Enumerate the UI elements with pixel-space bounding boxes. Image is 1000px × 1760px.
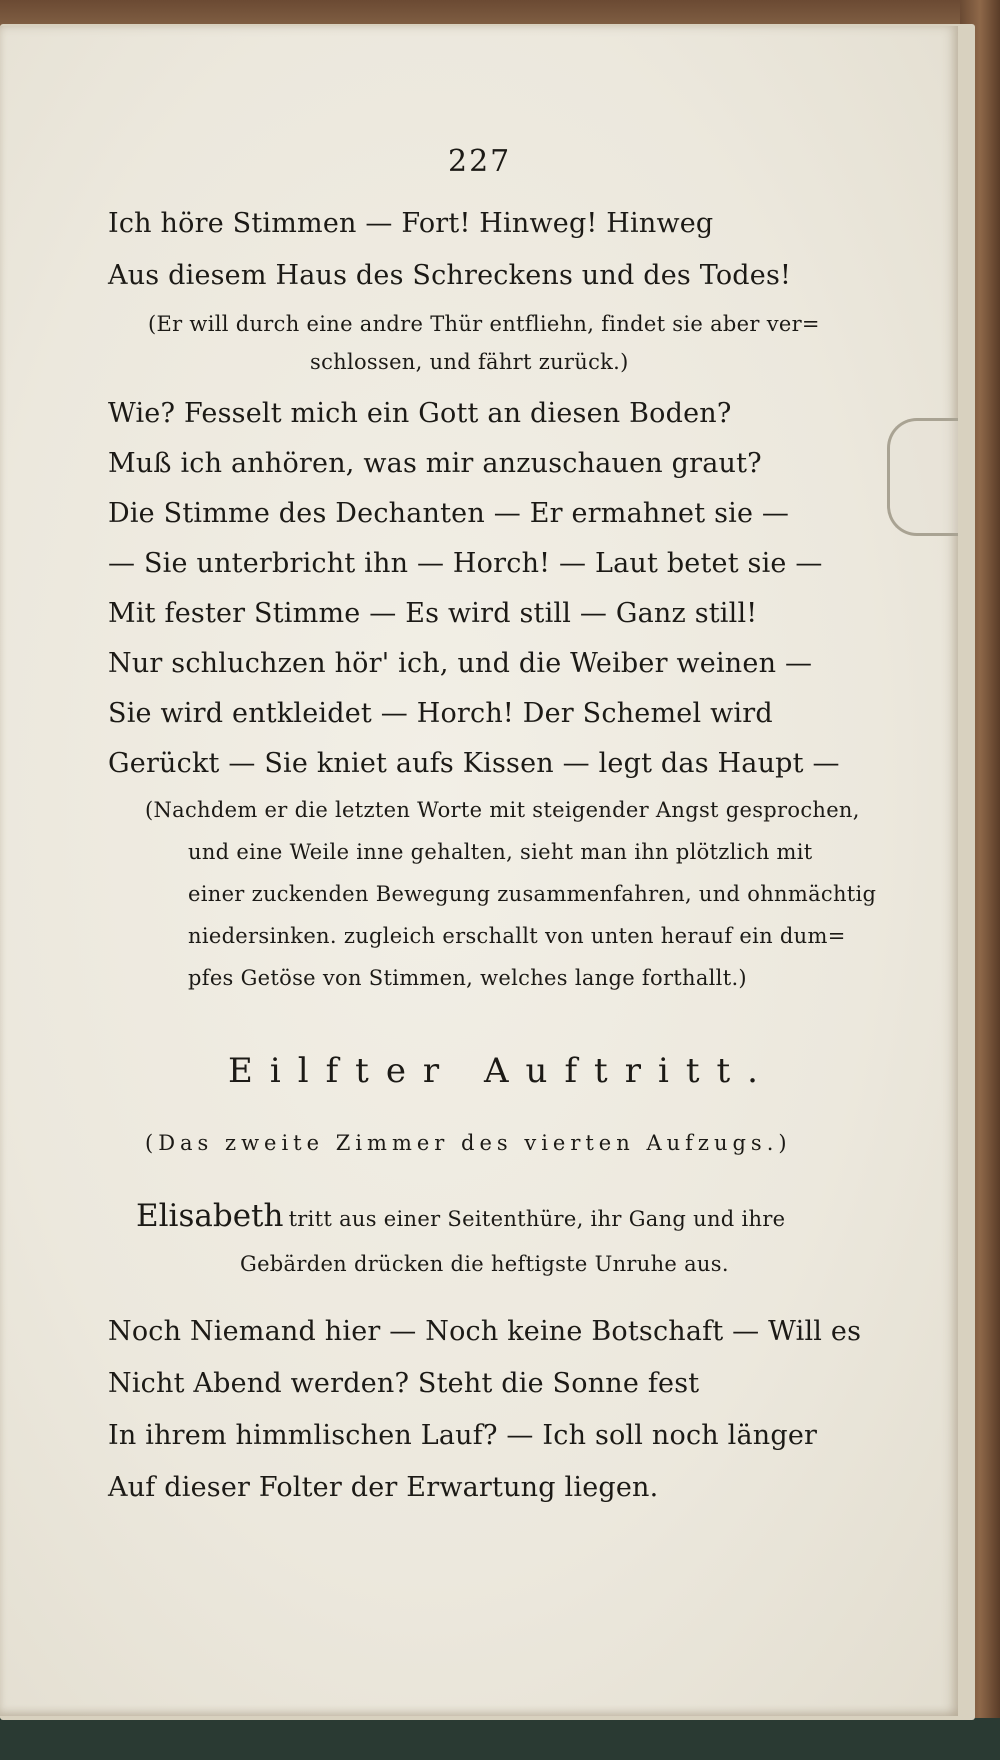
verse-line: Muß ich anhören, was mir anzuschauen graut?: [108, 448, 762, 479]
verse-line: — Sie unterbricht ihn — Horch! — Laut betet sie —: [108, 548, 823, 579]
verse-line: Sie wird entkleidet — Horch! Der Schemel wird: [108, 698, 773, 729]
stage-direction-line: (Nachdem er die letzten Worte mit steigender Angst gesprochen,: [145, 798, 860, 822]
verse-line: Ich höre Stimmen — Fort! Hinweg! Hinweg: [108, 208, 714, 239]
stage-direction-line: und eine Weile inne gehalten, sieht man ihn plötzlich mit: [188, 840, 813, 864]
verse-line: Mit fester Stimme — Es wird still — Ganz still!: [108, 598, 758, 629]
verse-line: Auf dieser Folter der Erwartung liegen.: [108, 1472, 659, 1503]
scene-location: (Das zweite Zimmer des vierten Aufzugs.): [145, 1131, 792, 1155]
character-description: tritt aus einer Seitenthüre, ihr Gang und ihre: [288, 1207, 786, 1231]
stage-direction-line: (Er will durch eine andre Thür entfliehn, findet sie aber ver=: [148, 312, 820, 336]
verse-line: Gerückt — Sie kniet aufs Kissen — legt das Haupt —: [108, 748, 840, 779]
stage-direction-line: pfes Getöse von Stimmen, welches lange forthallt.): [188, 966, 747, 990]
stage-direction-line: einer zuckenden Bewegung zusammenfahren, und ohnmächtig: [188, 882, 877, 906]
verse-line: Noch Niemand hier — Noch keine Botschaft — Will es: [108, 1316, 862, 1347]
stage-direction-line: niedersinken. zugleich erschallt von unten herauf ein dum=: [188, 924, 846, 948]
verse-line: Die Stimme des Dechanten — Er ermahnet sie —: [108, 498, 790, 529]
character-description-line: Gebärden drücken die heftigste Unruhe aus.: [240, 1252, 729, 1276]
character-entry: [136, 1198, 785, 1234]
background-surface: [0, 1718, 1000, 1760]
page-number: 227: [448, 144, 512, 179]
page-clip: [887, 418, 958, 536]
verse-line: Nicht Abend werden? Steht die Sonne fest: [108, 1368, 700, 1399]
character-name: Elisabeth: [136, 1198, 284, 1234]
verse-line: In ihrem himmlischen Lauf? — Ich soll noch länger: [108, 1420, 818, 1451]
book-page: [0, 26, 958, 1716]
stage-direction-line: schlossen, und fährt zurück.): [310, 350, 629, 374]
verse-line: Aus diesem Haus des Schreckens und des Todes!: [108, 260, 792, 291]
scene-heading: Eilfter Auftritt.: [228, 1051, 775, 1091]
verse-line: Wie? Fesselt mich ein Gott an diesen Boden?: [108, 398, 732, 429]
verse-line: Nur schluchzen hör' ich, und die Weiber weinen —: [108, 648, 813, 679]
